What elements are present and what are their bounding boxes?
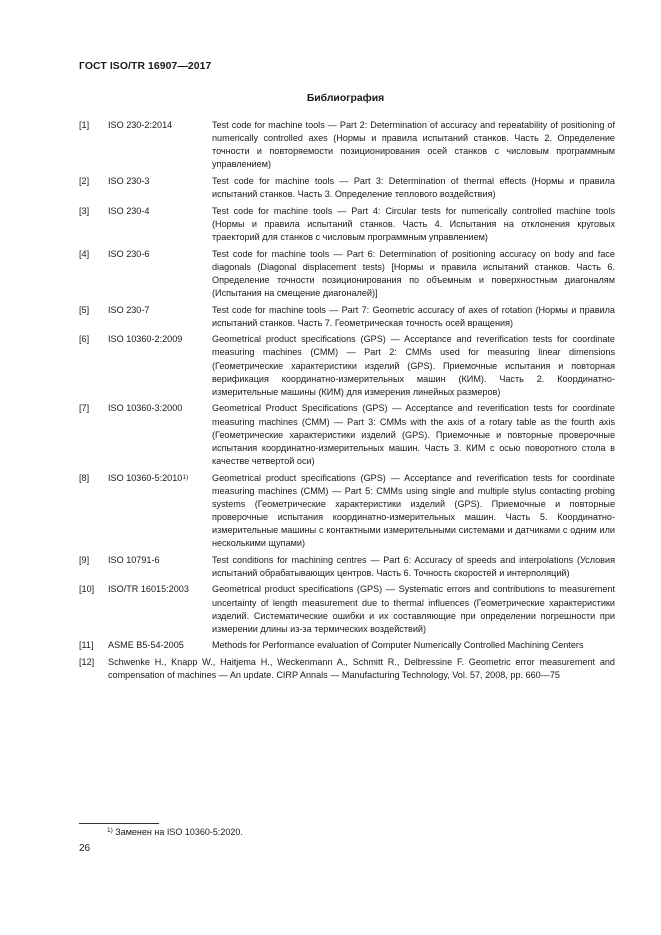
reference-code-label: ASME B5-54-2005 bbox=[108, 640, 184, 651]
reference-number: [1] bbox=[79, 120, 90, 130]
reference-number: [12] bbox=[79, 657, 95, 668]
reference-code bbox=[108, 472, 212, 551]
reference-code-label: ISO 10360-3:2000 bbox=[108, 403, 183, 414]
reference-code-label: ISO 230-7 bbox=[108, 304, 150, 315]
reference-number: [5] bbox=[79, 304, 90, 315]
reference-code-label: ISO 230-2:2014 bbox=[108, 120, 173, 130]
reference-number: [4] bbox=[79, 248, 90, 259]
page-number: 26 bbox=[79, 843, 91, 854]
reference-list bbox=[79, 119, 615, 686]
reference-item bbox=[79, 205, 615, 244]
reference-text: Methods for Performance evaluation of Computer Numerically Controlled Machining Centers bbox=[212, 640, 584, 651]
reference-number: [10] bbox=[79, 584, 95, 595]
reference-number: [11] bbox=[79, 640, 94, 651]
footnote-divider bbox=[79, 823, 159, 824]
bibliography-title: Библиография bbox=[306, 93, 385, 104]
reference-item bbox=[79, 248, 615, 300]
footnote-mark: 1) bbox=[107, 827, 113, 834]
reference-code-label: ISO 10360-2:2009 bbox=[108, 334, 183, 345]
reference-text: Geometrical product specifications (GPS) — Acceptance and reverification tests for coordinate measuring machines (CMM) — Part 2: CMMs used for measuring linear dimensions (Геометрические характеристики изделий (GPS). Приемочные испытания и повторная верификация координатно-измерительных машин (КИМ). Часть 2. Координатно-измерительные машины (КИМ) для измерения линейных размеров) bbox=[212, 334, 615, 397]
footnote-text: Заменен на ISO 10360-5:2020. bbox=[115, 827, 243, 837]
reference-text: Geometrical Product Specifications (GPS) — Acceptance and reverification tests for coordinate measuring machines (CMM) — Part 3: CMMs with the axis of a rotary table as the fourth axis (Геометрические характеристики изделий (GPS). Приемочные и повторные проверочные испытания координатно-измерительных машин. Часть 3. КИМ с осью поворотного стола в качестве четвертой оси) bbox=[212, 403, 615, 466]
reference-code bbox=[108, 119, 212, 171]
reference-item bbox=[79, 402, 615, 467]
reference-number: [6] bbox=[79, 334, 90, 345]
reference-item bbox=[79, 175, 615, 201]
reference-code-label: ISO/TR 16015:2003 bbox=[108, 584, 189, 595]
reference-item bbox=[79, 472, 615, 551]
reference-code-label: ISO 230-3 bbox=[108, 175, 150, 186]
reference-item bbox=[79, 304, 615, 330]
reference-code-label: ISO 10791-6 bbox=[108, 554, 160, 565]
reference-text: Geometrical product specifications (GPS) — Acceptance and reverification tests for coordinate measuring machines (CMM) — Part 5: CMMs using single and multiple stylus contacting probing systems (Геометрические характеристики изделий (GPS). Приемочные и повторные проверочные испытания координатно-измерительных машин. Часть 5. Координатно-измерительные машины с контактными измерительными системами и датчиками с одним или несколькими щупами) bbox=[212, 472, 615, 548]
reference-text: Test code for machine tools — Part 4: Circular tests for numerically controlled machine tools (Нормы и правила испытаний станков. Часть 4. Испытания на отклонения круговых траекторий для станков с числовым программным управлением) bbox=[212, 205, 615, 242]
reference-code bbox=[108, 583, 212, 635]
reference-item bbox=[79, 333, 615, 398]
reference-text: Test code for machine tools — Part 3: Determination of thermal effects (Нормы и правила испытаний станков. Часть 3. Определение теплового воздействия) bbox=[212, 175, 615, 200]
reference-code bbox=[108, 248, 212, 300]
reference-item bbox=[79, 583, 615, 635]
reference-item bbox=[79, 656, 615, 682]
reference-code bbox=[108, 639, 212, 652]
reference-code bbox=[108, 333, 212, 398]
reference-code bbox=[108, 175, 212, 201]
reference-code bbox=[108, 554, 212, 580]
reference-item bbox=[79, 554, 615, 580]
reference-text: Test code for machine tools — Part 2: Determination of accuracy and repeatability of positioning of numerically controlled axes (Нормы и правила испытаний станков. Часть 2. Определение точности и повторяемости позиционирования осей станков с числовым программным управлением) bbox=[212, 120, 615, 170]
reference-code-label: ISO 230-6 bbox=[108, 248, 150, 259]
reference-code bbox=[108, 402, 212, 467]
reference-code-label: ISO 10360-5:2010 bbox=[108, 472, 183, 483]
reference-text: Test code for machine tools — Part 7: Geometric accuracy of axes of rotation (Нормы и правила испытаний станков. Часть 7. Геометрическая точность осей вращения) bbox=[212, 304, 615, 328]
reference-code-label: ISO 230-4 bbox=[108, 205, 150, 216]
standard-header: ГОСТ ISO/TR 16907—2017 bbox=[79, 61, 212, 72]
reference-number: [2] bbox=[79, 175, 90, 186]
reference-item bbox=[79, 639, 615, 652]
reference-item bbox=[79, 119, 615, 171]
reference-number: [7] bbox=[79, 403, 90, 414]
reference-number: [9] bbox=[79, 554, 90, 565]
reference-number: [3] bbox=[79, 205, 90, 216]
reference-code bbox=[108, 304, 212, 330]
reference-text: Schwenke H., Knapp W., Haitjema H., Weckenmann A., Schmitt R., Delbressine F. Geometric error measurement and compensation of machines — An update. CIRP Annals — Manufacturing Technology, Vol. 57, 2008, pp. 660—75 bbox=[108, 657, 615, 681]
reference-text: Test conditions for machining centres — Part 6: Accuracy of speeds and interpolations (Условия испытаний обрабатывающих центров. Часть 6. Точность скоростей и интерполяций) bbox=[212, 554, 615, 578]
reference-text: Geometrical product specifications (GPS) — Systematic errors and contributions to measurement uncertainty of length measurement due to thermal influences (Геометрические характеристики изделий. Систематические ошибки и их составляющие при определении погрешности при измерении длины из-за термических воздействий) bbox=[212, 584, 615, 634]
reference-text: Test code for machine tools — Part 6: Determination of positioning accuracy on body and face diagonals (Diagonal displacement tests) [Нормы и правила испытаний станков. Часть 6. Определение точности позиционирования по объемным и поверхностным диагоналям (Испытания на смещение диагоналей)] bbox=[212, 248, 615, 298]
footnote bbox=[107, 826, 243, 838]
footnote-reference-mark: 1) bbox=[182, 473, 189, 481]
reference-code bbox=[108, 205, 212, 244]
reference-number: [8] bbox=[79, 472, 90, 483]
